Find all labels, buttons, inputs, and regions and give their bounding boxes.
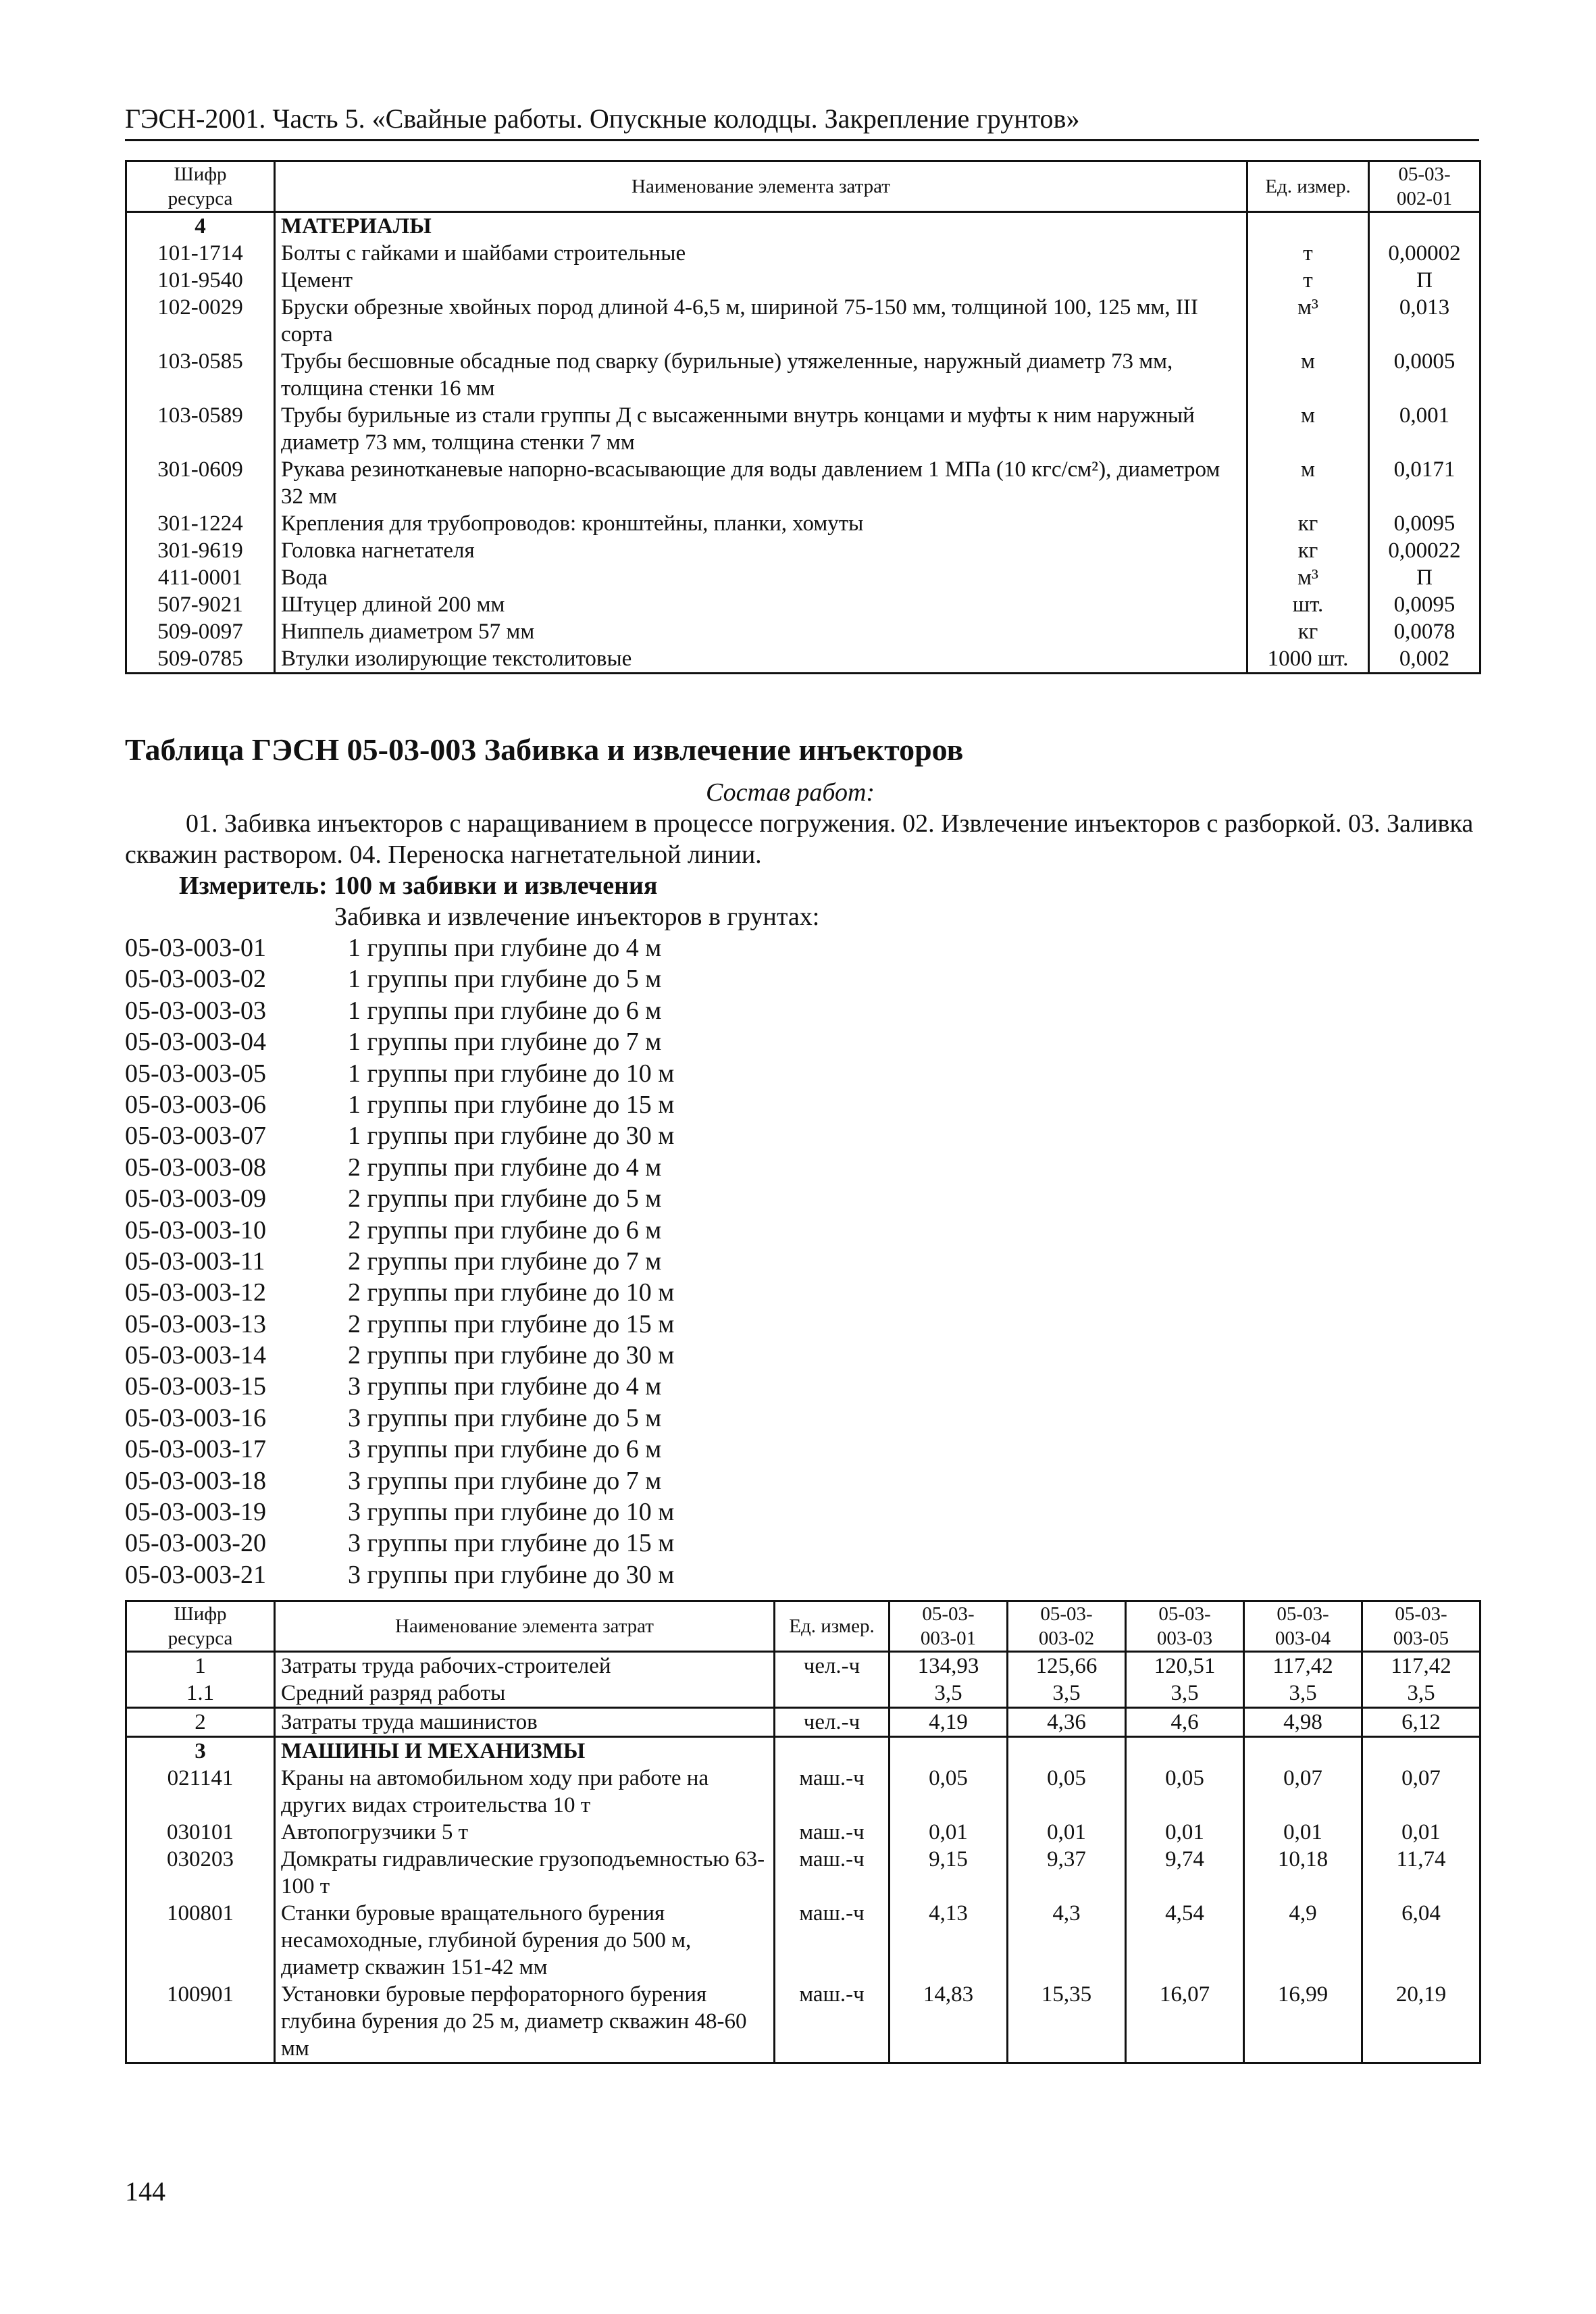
norm-column-header: 05-03- 003-01 bbox=[890, 1601, 1008, 1652]
resource-code-cell: 103-0585 bbox=[126, 348, 275, 402]
table-header-row bbox=[126, 1601, 1481, 1652]
value-cell: 4,19 bbox=[890, 1708, 1008, 1737]
value-cell bbox=[890, 1737, 1008, 1765]
resource-code-cell: 2 bbox=[126, 1708, 275, 1737]
norm-description: 3 группы при глубине до 4 м bbox=[348, 1372, 662, 1401]
unit-cell: чел.-ч bbox=[775, 1652, 890, 1680]
unit-cell: 1000 шт. bbox=[1247, 645, 1369, 674]
list-item bbox=[125, 1559, 1479, 1590]
unit-cell bbox=[775, 1680, 890, 1708]
value-cell: 9,74 bbox=[1126, 1846, 1244, 1900]
table-row bbox=[126, 645, 1481, 674]
unit-cell: т bbox=[1247, 240, 1369, 267]
norm-code: 05-03-003-06 bbox=[125, 1090, 266, 1119]
resource-code-cell: 101-9540 bbox=[126, 267, 275, 294]
norm-column-header: 05-03- 003-05 bbox=[1362, 1601, 1481, 1652]
value-cell: 0,002 bbox=[1369, 645, 1481, 674]
resource-name-cell: Трубы бурильные из стали группы Д с высаженными внутрь концами и муфты к ним наружный диаметр 73 мм, толщина стенки 7 мм bbox=[275, 402, 1247, 456]
table-title: Таблица ГЭСН 05-03-003 Забивка и извлечение инъекторов bbox=[125, 732, 964, 767]
resource-name-cell: Рукава резинотканевые напорно-всасывающие для воды давлением 1 МПа (10 кгс/см²), диаметром 32 мм bbox=[275, 456, 1247, 510]
norm-description: 1 группы при глубине до 7 м bbox=[348, 1028, 662, 1057]
value-cell bbox=[1369, 212, 1481, 241]
list-item bbox=[125, 1528, 1479, 1559]
resource-code-cell: 021141 bbox=[126, 1765, 275, 1819]
unit-cell: м³ bbox=[1247, 564, 1369, 591]
value-cell: 3,5 bbox=[890, 1680, 1008, 1708]
value-cell: 0,05 bbox=[1008, 1765, 1126, 1819]
materials-table bbox=[125, 160, 1481, 674]
resource-name-cell: Крепления для трубопроводов: кронштейны, планки, хомуты bbox=[275, 510, 1247, 537]
norm-description: 3 группы при глубине до 7 м bbox=[348, 1466, 662, 1495]
norm-code: 05-03-003-20 bbox=[125, 1529, 266, 1558]
resource-name-cell: Затраты труда рабочих-строителей bbox=[275, 1652, 775, 1680]
resource-name-cell: Краны на автомобильном ходу при работе на других видах строительства 10 т bbox=[275, 1765, 775, 1819]
norm-code: 05-03-003-07 bbox=[125, 1122, 266, 1151]
value-cell bbox=[1362, 1737, 1481, 1765]
resource-name-cell: Вода bbox=[275, 564, 1247, 591]
unit-cell: кг bbox=[1247, 537, 1369, 564]
value-cell: 3,5 bbox=[1126, 1680, 1244, 1708]
norm-column-header: 05-03- 003-04 bbox=[1244, 1601, 1362, 1652]
value-cell: 14,83 bbox=[890, 1981, 1008, 2063]
unit-cell: т bbox=[1247, 267, 1369, 294]
resource-code-cell: 509-0097 bbox=[126, 618, 275, 645]
value-cell: 16,07 bbox=[1126, 1981, 1244, 2063]
norm-description: 3 группы при глубине до 10 м bbox=[348, 1498, 675, 1527]
unit-cell: маш.-ч bbox=[775, 1981, 890, 2063]
list-item bbox=[125, 1246, 1479, 1277]
norm-column-header: 05-03- 003-02 bbox=[1008, 1601, 1126, 1652]
unit-cell: кг bbox=[1247, 510, 1369, 537]
table-row bbox=[126, 1680, 1481, 1708]
norm-code: 05-03-003-19 bbox=[125, 1498, 266, 1527]
list-item bbox=[125, 1183, 1479, 1214]
unit-header: Ед. измер. bbox=[1247, 161, 1369, 212]
resource-code-cell: 411-0001 bbox=[126, 564, 275, 591]
norm-code: 05-03-003-05 bbox=[125, 1059, 266, 1088]
norm-code: 05-03-003-15 bbox=[125, 1372, 266, 1401]
unit-cell: м³ bbox=[1247, 294, 1369, 348]
table-row bbox=[126, 564, 1481, 591]
value-cell: 4,9 bbox=[1244, 1900, 1362, 1981]
resource-name-cell: Бруски обрезные хвойных пород длиной 4-6,5 м, шириной 75-150 мм, толщиной 100, 125 мм, III сорта bbox=[275, 294, 1247, 348]
list-item bbox=[125, 1434, 1479, 1465]
list-item bbox=[125, 1340, 1479, 1371]
norm-description: 3 группы при глубине до 30 м bbox=[348, 1560, 675, 1589]
resource-name-cell: Домкраты гидравлические грузоподъемностью 63-100 т bbox=[275, 1846, 775, 1900]
value-cell: 0,01 bbox=[1244, 1819, 1362, 1846]
resource-name-cell: Штуцер длиной 200 мм bbox=[275, 591, 1247, 618]
value-cell: 0,05 bbox=[890, 1765, 1008, 1819]
value-cell: 117,42 bbox=[1362, 1652, 1481, 1680]
value-cell: 0,0005 bbox=[1369, 348, 1481, 402]
value-cell: 4,54 bbox=[1126, 1900, 1244, 1981]
table-row bbox=[126, 212, 1481, 241]
resource-name-cell: Станки буровые вращательного бурения несамоходные, глубиной бурения до 500 м, диаметр скважин 151-42 мм bbox=[275, 1900, 775, 1981]
value-cell: П bbox=[1369, 564, 1481, 591]
name-header: Наименование элемента затрат bbox=[275, 1601, 775, 1652]
norm-column-header: 05-03- 002-01 bbox=[1369, 161, 1481, 212]
table-row bbox=[126, 510, 1481, 537]
value-cell: 134,93 bbox=[890, 1652, 1008, 1680]
value-cell: 6,04 bbox=[1362, 1900, 1481, 1981]
resources-table bbox=[125, 1600, 1481, 2064]
list-item bbox=[125, 995, 1479, 1026]
norm-description: 1 группы при глубине до 5 м bbox=[348, 965, 662, 994]
norm-code: 05-03-003-09 bbox=[125, 1184, 266, 1213]
list-item bbox=[125, 1371, 1479, 1402]
composition-heading: Состав работ: bbox=[706, 778, 875, 807]
norm-description: 1 группы при глубине до 15 м bbox=[348, 1090, 675, 1119]
list-item bbox=[125, 1496, 1479, 1528]
table-row bbox=[126, 456, 1481, 510]
list-item bbox=[125, 963, 1479, 995]
resource-code-cell: 100901 bbox=[126, 1981, 275, 2063]
norm-description: 1 группы при глубине до 4 м bbox=[348, 934, 662, 962]
norm-code: 05-03-003-21 bbox=[125, 1560, 266, 1589]
norm-code: 05-03-003-13 bbox=[125, 1309, 266, 1338]
resource-name-cell: Цемент bbox=[275, 267, 1247, 294]
resource-name-cell: Ниппель диаметром 57 мм bbox=[275, 618, 1247, 645]
norm-code: 05-03-003-11 bbox=[125, 1247, 265, 1276]
unit-header: Ед. измер. bbox=[775, 1601, 890, 1652]
unit-cell: м bbox=[1247, 456, 1369, 510]
norm-description: 2 группы при глубине до 15 м bbox=[348, 1309, 675, 1338]
table-row bbox=[126, 1981, 1481, 2063]
norm-code: 05-03-003-01 bbox=[125, 934, 266, 962]
table-row bbox=[126, 240, 1481, 267]
works-description: 01. Забивка инъекторов с наращиванием в процессе погружения. 02. Извлечение инъекторов с разборкой. 03. Заливка скважин раствором. 04. Переноска нагнетательной линии. bbox=[125, 809, 1474, 869]
norm-description: 3 группы при глубине до 6 м bbox=[348, 1435, 662, 1464]
list-item bbox=[125, 1058, 1479, 1089]
norms-intro: Забивка и извлечение инъекторов в грунтах: bbox=[334, 903, 820, 931]
table-row bbox=[126, 1708, 1481, 1737]
value-cell: 4,6 bbox=[1126, 1708, 1244, 1737]
list-item bbox=[125, 1403, 1479, 1434]
norm-description: 2 группы при глубине до 30 м bbox=[348, 1341, 675, 1370]
unit-cell bbox=[1247, 212, 1369, 241]
norm-code: 05-03-003-08 bbox=[125, 1153, 266, 1182]
norm-code: 05-03-003-10 bbox=[125, 1215, 266, 1244]
resource-name-cell: Болты с гайками и шайбами строительные bbox=[275, 240, 1247, 267]
value-cell: 0,07 bbox=[1244, 1765, 1362, 1819]
value-cell: 4,98 bbox=[1244, 1708, 1362, 1737]
running-title: ГЭСН-2001. Часть 5. «Свайные работы. Опускные колодцы. Закрепление грунтов» bbox=[125, 101, 1479, 141]
value-cell: 0,0171 bbox=[1369, 456, 1481, 510]
norm-code: 05-03-003-03 bbox=[125, 996, 266, 1025]
value-cell: 0,01 bbox=[1126, 1819, 1244, 1846]
resource-name-cell: Трубы бесшовные обсадные под сварку (бурильные) утяжеленные, наружный диаметр 73 мм, толщина стенки 16 мм bbox=[275, 348, 1247, 402]
resource-code-cell: 301-0609 bbox=[126, 456, 275, 510]
value-cell: 3,5 bbox=[1008, 1680, 1126, 1708]
unit-cell: м bbox=[1247, 402, 1369, 456]
resource-code-cell: 1 bbox=[126, 1652, 275, 1680]
resource-code-cell: 102-0029 bbox=[126, 294, 275, 348]
norm-description: 3 группы при глубине до 15 м bbox=[348, 1529, 675, 1558]
norm-code: 05-03-003-18 bbox=[125, 1466, 266, 1495]
resource-code-cell: 1.1 bbox=[126, 1680, 275, 1708]
value-cell: 0,001 bbox=[1369, 402, 1481, 456]
list-item bbox=[125, 1215, 1479, 1246]
table-row bbox=[126, 618, 1481, 645]
list-item bbox=[125, 1277, 1479, 1308]
value-cell: 117,42 bbox=[1244, 1652, 1362, 1680]
resource-name-cell: Втулки изолирующие текстолитовые bbox=[275, 645, 1247, 674]
list-item bbox=[125, 1026, 1479, 1057]
list-item bbox=[125, 932, 1479, 963]
table-row bbox=[126, 1737, 1481, 1765]
norm-description: 1 группы при глубине до 10 м bbox=[348, 1059, 675, 1088]
table-row bbox=[126, 294, 1481, 348]
unit-cell bbox=[775, 1737, 890, 1765]
value-cell: 10,18 bbox=[1244, 1846, 1362, 1900]
table-header-row bbox=[126, 161, 1481, 212]
resource-code-cell: 030203 bbox=[126, 1846, 275, 1900]
value-cell: 0,0078 bbox=[1369, 618, 1481, 645]
resource-name-cell: Средний разряд работы bbox=[275, 1680, 775, 1708]
resource-code-cell: 030101 bbox=[126, 1819, 275, 1846]
value-cell: П bbox=[1369, 267, 1481, 294]
resource-name-cell: Затраты труда машинистов bbox=[275, 1708, 775, 1737]
meter-line: Измеритель: 100 м забивки и извлечения bbox=[179, 872, 658, 900]
value-cell: 0,01 bbox=[1362, 1819, 1481, 1846]
code-header: Шифр ресурса bbox=[126, 161, 275, 212]
norm-code: 05-03-003-14 bbox=[125, 1341, 266, 1370]
norm-code: 05-03-003-16 bbox=[125, 1403, 266, 1432]
norm-column-header: 05-03- 003-03 bbox=[1126, 1601, 1244, 1652]
code-header: Шифр ресурса bbox=[126, 1601, 275, 1652]
resource-code-cell: 301-9619 bbox=[126, 537, 275, 564]
value-cell: 0,013 bbox=[1369, 294, 1481, 348]
value-cell bbox=[1244, 1737, 1362, 1765]
table-row bbox=[126, 348, 1481, 402]
unit-cell: кг bbox=[1247, 618, 1369, 645]
resource-code-cell: 100801 bbox=[126, 1900, 275, 1981]
value-cell: 20,19 bbox=[1362, 1981, 1481, 2063]
norm-code: 05-03-003-02 bbox=[125, 965, 266, 994]
value-cell: 11,74 bbox=[1362, 1846, 1481, 1900]
table-row bbox=[126, 591, 1481, 618]
norm-description: 2 группы при глубине до 4 м bbox=[348, 1153, 662, 1182]
value-cell: 4,36 bbox=[1008, 1708, 1126, 1737]
unit-cell: маш.-ч bbox=[775, 1765, 890, 1819]
value-cell: 9,15 bbox=[890, 1846, 1008, 1900]
resource-code-cell: 301-1224 bbox=[126, 510, 275, 537]
resource-code-cell: 509-0785 bbox=[126, 645, 275, 674]
resource-code-cell: 3 bbox=[126, 1737, 275, 1765]
resource-code-cell: 103-0589 bbox=[126, 402, 275, 456]
value-cell: 0,00022 bbox=[1369, 537, 1481, 564]
unit-cell: маш.-ч bbox=[775, 1819, 890, 1846]
unit-cell: м bbox=[1247, 348, 1369, 402]
page-number: 144 bbox=[125, 2176, 165, 2207]
norm-description: 2 группы при глубине до 7 м bbox=[348, 1247, 662, 1276]
resource-code-cell: 101-1714 bbox=[126, 240, 275, 267]
resource-code-cell: 507-9021 bbox=[126, 591, 275, 618]
resource-name-cell: Головка нагнетателя bbox=[275, 537, 1247, 564]
norm-description: 1 группы при глубине до 30 м bbox=[348, 1122, 675, 1151]
unit-cell: чел.-ч bbox=[775, 1708, 890, 1737]
value-cell: 0,01 bbox=[1008, 1819, 1126, 1846]
value-cell: 0,05 bbox=[1126, 1765, 1244, 1819]
value-cell: 0,07 bbox=[1362, 1765, 1481, 1819]
table-row bbox=[126, 537, 1481, 564]
value-cell: 3,5 bbox=[1244, 1680, 1362, 1708]
value-cell: 16,99 bbox=[1244, 1981, 1362, 2063]
list-item bbox=[125, 1089, 1479, 1120]
resource-name-cell: МАШИНЫ И МЕХАНИЗМЫ bbox=[275, 1737, 775, 1765]
value-cell: 0,00002 bbox=[1369, 240, 1481, 267]
norm-description: 2 группы при глубине до 10 м bbox=[348, 1278, 675, 1307]
value-cell: 9,37 bbox=[1008, 1846, 1126, 1900]
table-row bbox=[126, 267, 1481, 294]
value-cell: 3,5 bbox=[1362, 1680, 1481, 1708]
value-cell: 15,35 bbox=[1008, 1981, 1126, 2063]
norm-code: 05-03-003-17 bbox=[125, 1435, 266, 1464]
table-row bbox=[126, 1652, 1481, 1680]
list-item bbox=[125, 1152, 1479, 1183]
value-cell: 120,51 bbox=[1126, 1652, 1244, 1680]
resource-name-cell: Автопогрузчики 5 т bbox=[275, 1819, 775, 1846]
value-cell: 125,66 bbox=[1008, 1652, 1126, 1680]
list-item bbox=[125, 1465, 1479, 1496]
norm-description: 1 группы при глубине до 6 м bbox=[348, 996, 662, 1025]
value-cell: 4,13 bbox=[890, 1900, 1008, 1981]
list-item bbox=[125, 1120, 1479, 1151]
unit-cell: маш.-ч bbox=[775, 1846, 890, 1900]
list-item bbox=[125, 1309, 1479, 1340]
norm-code: 05-03-003-04 bbox=[125, 1028, 266, 1057]
norm-description: 2 группы при глубине до 6 м bbox=[348, 1215, 662, 1244]
norm-description: 2 группы при глубине до 5 м bbox=[348, 1184, 662, 1213]
value-cell: 0,01 bbox=[890, 1819, 1008, 1846]
unit-cell: шт. bbox=[1247, 591, 1369, 618]
unit-cell: маш.-ч bbox=[775, 1900, 890, 1981]
table-row bbox=[126, 1900, 1481, 1981]
value-cell: 0,0095 bbox=[1369, 510, 1481, 537]
table-row bbox=[126, 1846, 1481, 1900]
name-header: Наименование элемента затрат bbox=[275, 161, 1247, 212]
norm-description: 3 группы при глубине до 5 м bbox=[348, 1403, 662, 1432]
value-cell: 6,12 bbox=[1362, 1708, 1481, 1737]
value-cell: 0,0095 bbox=[1369, 591, 1481, 618]
value-cell bbox=[1126, 1737, 1244, 1765]
table-row bbox=[126, 1765, 1481, 1819]
table-row bbox=[126, 402, 1481, 456]
resource-code-cell: 4 bbox=[126, 212, 275, 241]
table-row bbox=[126, 1819, 1481, 1846]
resource-name-cell: МАТЕРИАЛЫ bbox=[275, 212, 1247, 241]
value-cell: 4,3 bbox=[1008, 1900, 1126, 1981]
value-cell bbox=[1008, 1737, 1126, 1765]
norm-code: 05-03-003-12 bbox=[125, 1278, 266, 1307]
resource-name-cell: Установки буровые перфораторного бурения глубина бурения до 25 м, диаметр скважин 48-60 мм bbox=[275, 1981, 775, 2063]
norm-codes-list bbox=[125, 932, 1479, 1590]
document-page bbox=[125, 101, 1479, 2064]
